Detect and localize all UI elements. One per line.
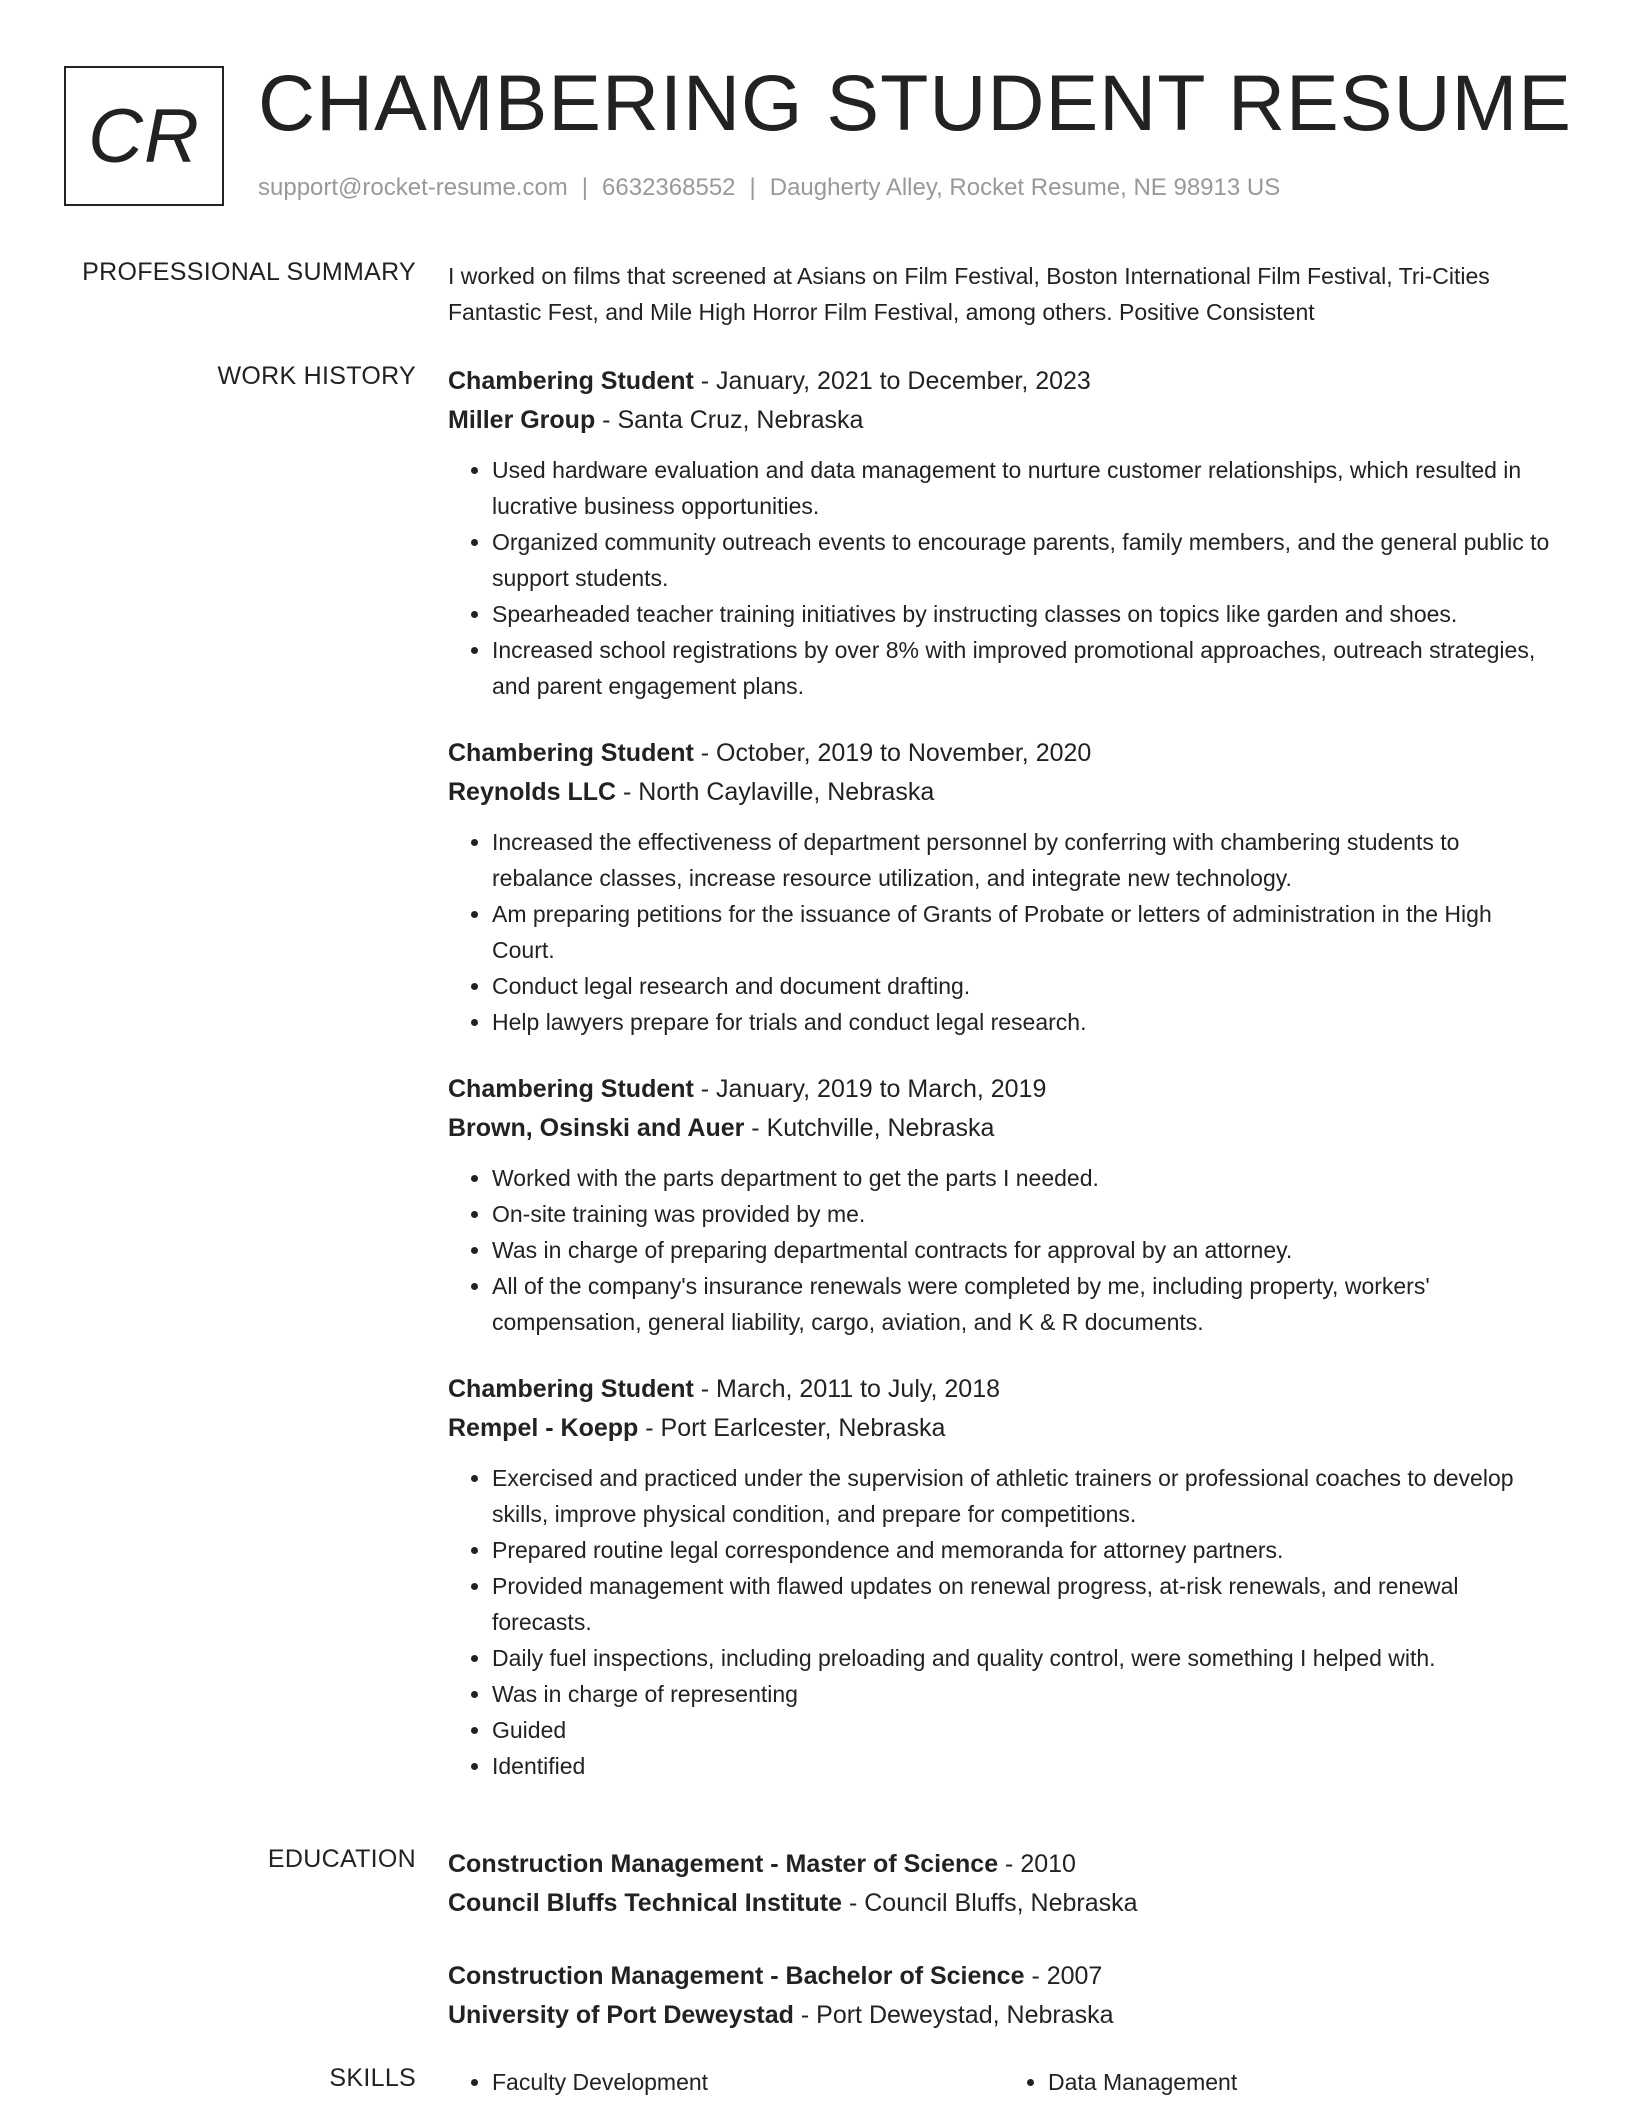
job-title: Chambering Student (448, 367, 694, 395)
section-label-education: EDUCATION (267, 1845, 416, 1873)
education-year: - 2010 (998, 1850, 1076, 1878)
job-company: Miller Group (448, 406, 596, 434)
education-location: - Council Bluffs, Nebraska (842, 1889, 1138, 1917)
contact-separator: | (749, 174, 756, 201)
job-bullet: • Increased school registrations by over 8% with improved promotional approaches, outreach strategies, and parent engagement plans. (492, 632, 1560, 704)
job-bullet: • Organized community outreach events to encourage parents, family members, and the general public to support students. (492, 524, 1560, 596)
education-degree-line (448, 1957, 1560, 1996)
education-degree: Construction Management - Bachelor of Science (448, 1962, 1025, 1990)
job-bullet: • Guided (492, 1712, 1560, 1748)
job-bullet: • Increased the effectiveness of department personnel by conferring with chambering students to rebalance classes, increase resource utilization, and integrate new technology. (492, 824, 1560, 896)
education-school: University of Port Deweystad (448, 2001, 794, 2029)
job-company: Brown, Osinski and Auer (448, 1114, 745, 1142)
job-bullet: • Spearheaded teacher training initiatives by instructing classes on topics like garden and shoes. (492, 596, 1560, 632)
job-location: - Kutchville, Nebraska (744, 1114, 995, 1142)
skill-item: • Data Management (1048, 2064, 1560, 2100)
education-location: - Port Deweystad, Nebraska (793, 2001, 1114, 2029)
contact-phone: 6632368552 (602, 174, 736, 201)
job-dates: - March, 2011 to July, 2018 (693, 1375, 1001, 1403)
job-title: Chambering Student (448, 739, 694, 767)
job-bullet: • All of the company's insurance renewals were completed by me, including property, workers' compensation, general liability, cargo, aviation, and K & R documents. (492, 1268, 1560, 1340)
contact-address: Daugherty Alley, Rocket Resume, NE 98913 US (769, 174, 1281, 201)
skills-body (448, 2064, 1560, 2100)
job-bullet: • On-site training was provided by me. (492, 1196, 1560, 1232)
job-dates: - January, 2021 to December, 2023 (693, 367, 1091, 395)
job-company-line (448, 1409, 1560, 1448)
job-company: Rempel - Koepp (448, 1414, 639, 1442)
skills-columns (448, 2064, 1560, 2100)
job-bullet: • Worked with the parts department to get the parts I needed. (492, 1160, 1560, 1196)
job-bullets (448, 824, 1560, 1040)
skills-list-right (1004, 2064, 1560, 2100)
education-school-line (448, 1884, 1560, 1923)
education-school: Council Bluffs Technical Institute (448, 1889, 843, 1917)
job-bullet: • Exercised and practiced under the supervision of athletic trainers or professional coaches to develop skills, improve physical condition, and prepare for competitions. (492, 1460, 1560, 1532)
section-label-summary: PROFESSIONAL SUMMARY (82, 258, 416, 286)
skills-list-left (448, 2064, 1004, 2100)
job-location: - Santa Cruz, Nebraska (595, 406, 864, 434)
job-bullet: • Help lawyers prepare for trials and conduct legal research. (492, 1004, 1560, 1040)
job-bullet: • Provided management with flawed updates on renewal progress, at-risk renewals, and renewal forecasts. (492, 1568, 1560, 1640)
summary-text: I worked on films that screened at Asians on Film Festival, Boston International Film Festival, Tri-Cities Fantastic Fest, and Mile High Horror Film Festival, among others. Positive Consistent (448, 263, 1490, 325)
job-company-line (448, 773, 1560, 812)
education-degree-line (448, 1845, 1560, 1884)
education-school-line (448, 1996, 1560, 2035)
job-entry (448, 1070, 1560, 1340)
contact-separator: | (581, 174, 589, 201)
job-bullet: • Used hardware evaluation and data management to nurture customer relationships, which resulted in lucrative business opportunities. (492, 452, 1560, 524)
work-history-body (448, 362, 1560, 1814)
skill-item: • Faculty Development (492, 2064, 1004, 2100)
job-title-line (448, 362, 1560, 401)
job-company-line (448, 401, 1560, 440)
resume-title: CHAMBERING STUDENT RESUME (258, 58, 1572, 147)
job-bullet: • Daily fuel inspections, including preloading and quality control, were something I helped with. (492, 1640, 1560, 1676)
job-bullets (448, 1160, 1560, 1340)
job-location: - North Caylaville, Nebraska (616, 778, 935, 806)
job-bullet: • Am preparing petitions for the issuance of Grants of Probate or letters of administration in the High Court. (492, 896, 1560, 968)
job-entry (448, 1370, 1560, 1784)
job-title-line (448, 734, 1560, 773)
job-bullet: • Was in charge of preparing departmental contracts for approval by an attorney. (492, 1232, 1560, 1268)
job-bullet: • Conduct legal research and document drafting. (492, 968, 1560, 1004)
monogram-box (64, 66, 224, 206)
job-entry (448, 734, 1560, 1040)
job-bullet: • Identified (492, 1748, 1560, 1784)
section-label-skills: SKILLS (329, 2064, 416, 2092)
job-dates: - October, 2019 to November, 2020 (693, 739, 1092, 767)
contact-email: support@rocket-resume.com (258, 174, 568, 201)
job-title-line (448, 1370, 1560, 1409)
job-title: Chambering Student (448, 1075, 694, 1103)
section-label-work-history: WORK HISTORY (217, 362, 416, 390)
job-bullets (448, 452, 1560, 704)
job-title: Chambering Student (448, 1375, 694, 1403)
job-location: - Port Earlcester, Nebraska (638, 1414, 946, 1442)
education-entry (448, 1957, 1560, 2035)
job-bullet: • Was in charge of representing (492, 1676, 1560, 1712)
education-body (448, 1845, 1560, 2069)
job-bullets (448, 1460, 1560, 1784)
contact-line (258, 174, 1280, 202)
job-entry (448, 362, 1560, 704)
monogram-initials: CR (88, 93, 200, 179)
education-degree: Construction Management - Master of Science (448, 1850, 999, 1878)
job-dates: - January, 2019 to March, 2019 (693, 1075, 1047, 1103)
education-year: - 2007 (1024, 1962, 1103, 1990)
job-company-line (448, 1109, 1560, 1148)
job-title-line (448, 1070, 1560, 1109)
education-entry (448, 1845, 1560, 1923)
job-company: Reynolds LLC (448, 778, 617, 806)
job-bullet: • Prepared routine legal correspondence and memoranda for attorney partners. (492, 1532, 1560, 1568)
